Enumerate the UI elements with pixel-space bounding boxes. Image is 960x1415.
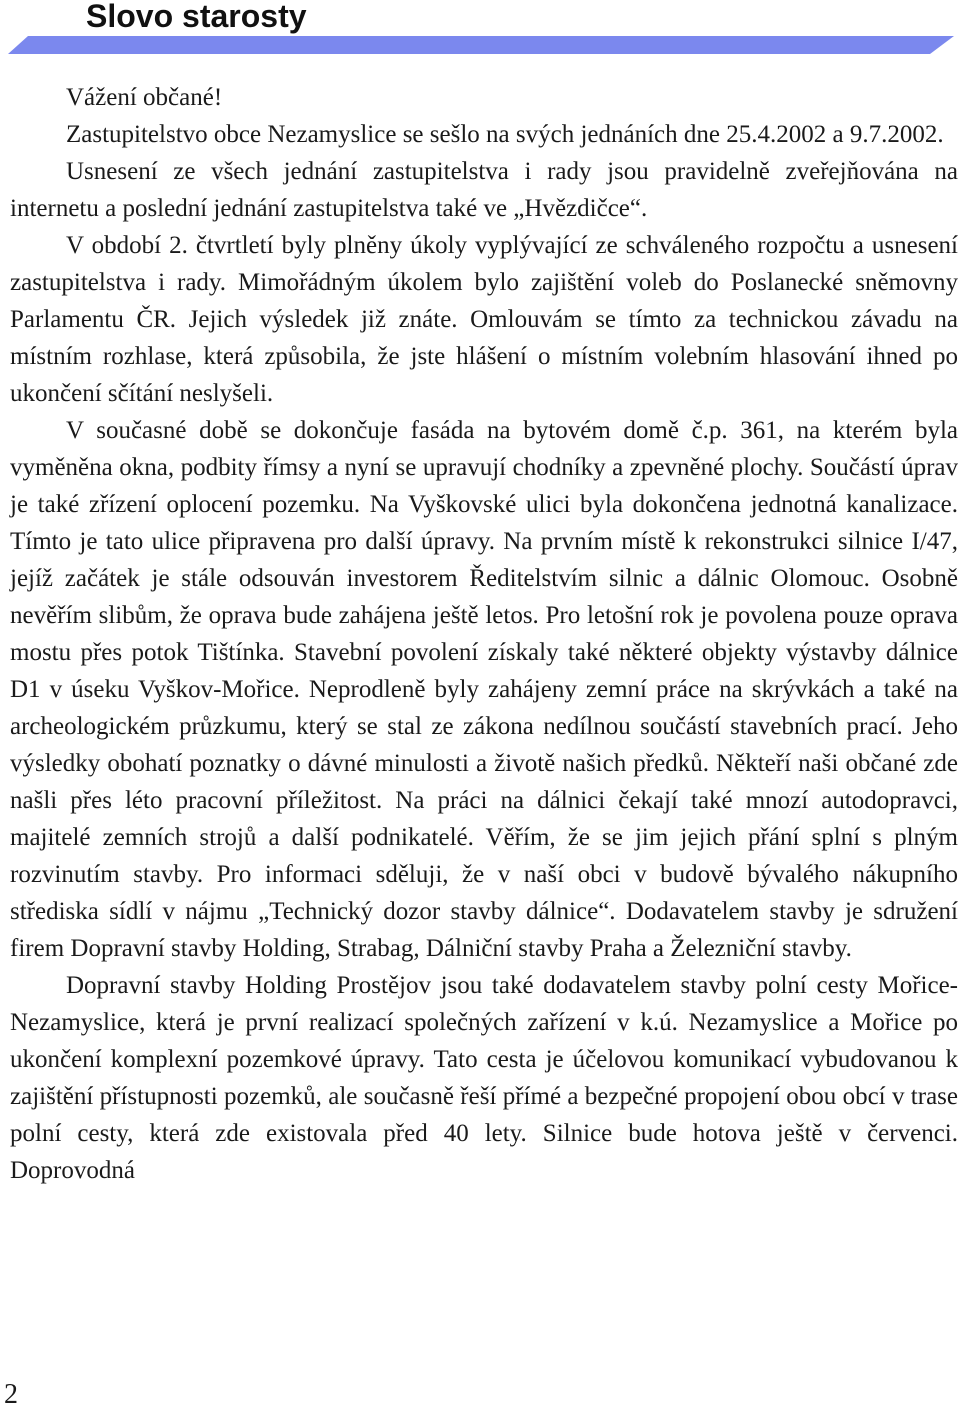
article-paragraph: V období 2. čtvrtletí byly plněny úkoly vyplývající ze schváleného rozpočtu a usnesení zastupitelstva i rady. Mimořádným úkolem bylo zajištění voleb do Poslanecké sněmovny Parlamentu ČR. Jejich výsledek již znáte. Omlouvám se tímto za technickou závadu na místním rozhlase, která způsobila, že jste hlášení o místním volebním hlasování ihned po ukončení sčítání neslyšeli. [10,232,958,407]
page-title: Slovo starosty [86,0,307,34]
article-paragraph: Zastupitelstvo obce Nezamyslice se sešlo na svých jednáních dne 25.4.2002 a 9.7.2002. [66,121,944,148]
title-underline-bar [0,36,960,56]
article-paragraph: V současné době se dokončuje fasáda na bytovém domě č.p. 361, na kterém byla vyměněna okna, podbity římsy a nyní se upravují chodníky a zpevněné plochy. Součástí úprav je také zřízení oplocení pozemku. Na Vyškovské ulici byla dokončena jednotná kanalizace. Tímto je tato ulice připravena pro další úpravy. Na prvním místě k rekonstrukci silnice I/47, jejíž začátek je stále odsouván investorem Ředitelstvím silnic a dálnic Olomouc. Osobně nevěřím slibům, že oprava bude zahájena ještě letos. Pro letošní rok je povolena pouze oprava mostu přes potok Tištínka. Stavební povolení získaly také některé objekty výstavby dálnice D1 v úseku Vyškov-Mořice. Neprodleně byly zahájeny zemní práce na skrývkách a také na archeologickém průzkumu, který se stal ze zákona nedílnou součástí stavebních prací. Jeho výsledky obohatí poznatky o dávné minulosti a životě našich předků. Někteří naši občané zde našli přes léto pracovní příležitost. Na práci na dálnici čekají také mnozí autodopravci, majitelé zemních strojů a další podnikatelé. Věřím, že se jim jejich přání splní s plným rozvinutím stavby. Pro informaci sděluji, že v naší obci v budově bývalého nákupního střediska sídlí v nájmu „Technický dozor stavby dálnice“. Dodavatelem stavby je sdružení firem Dopravní stavby Holding, Strabag, Dálniční stavby Praha a Železniční stavby. [10,417,958,962]
page-number: 2 [4,1379,18,1410]
greeting: Vážení občané! [66,84,223,111]
article-body [10,79,958,1189]
article-paragraph: Dopravní stavby Holding Prostějov jsou také dodavatelem stavby polní cesty Mořice-Nezamyslice, která je první realizací společných zařízení v k.ú. Nezamyslice a Mořice po ukončení komplexní pozemkové úpravy. Tato cesta je účelovou komunikací vybudovanou k zajištění přístupnosti pozemků, ale současně řeší přímé a bezpečné propojení obou obcí v trase polní cesty, která zde existovala před 40 lety. Silnice bude hotova ještě v červenci. Doprovodná [10,972,958,1184]
article-paragraph: Usnesení ze všech jednání zastupitelstva i rady jsou pravidelně zveřejňována na internetu a poslední jednání zastupitelstva také ve „Hvězdičce“. [10,158,958,222]
